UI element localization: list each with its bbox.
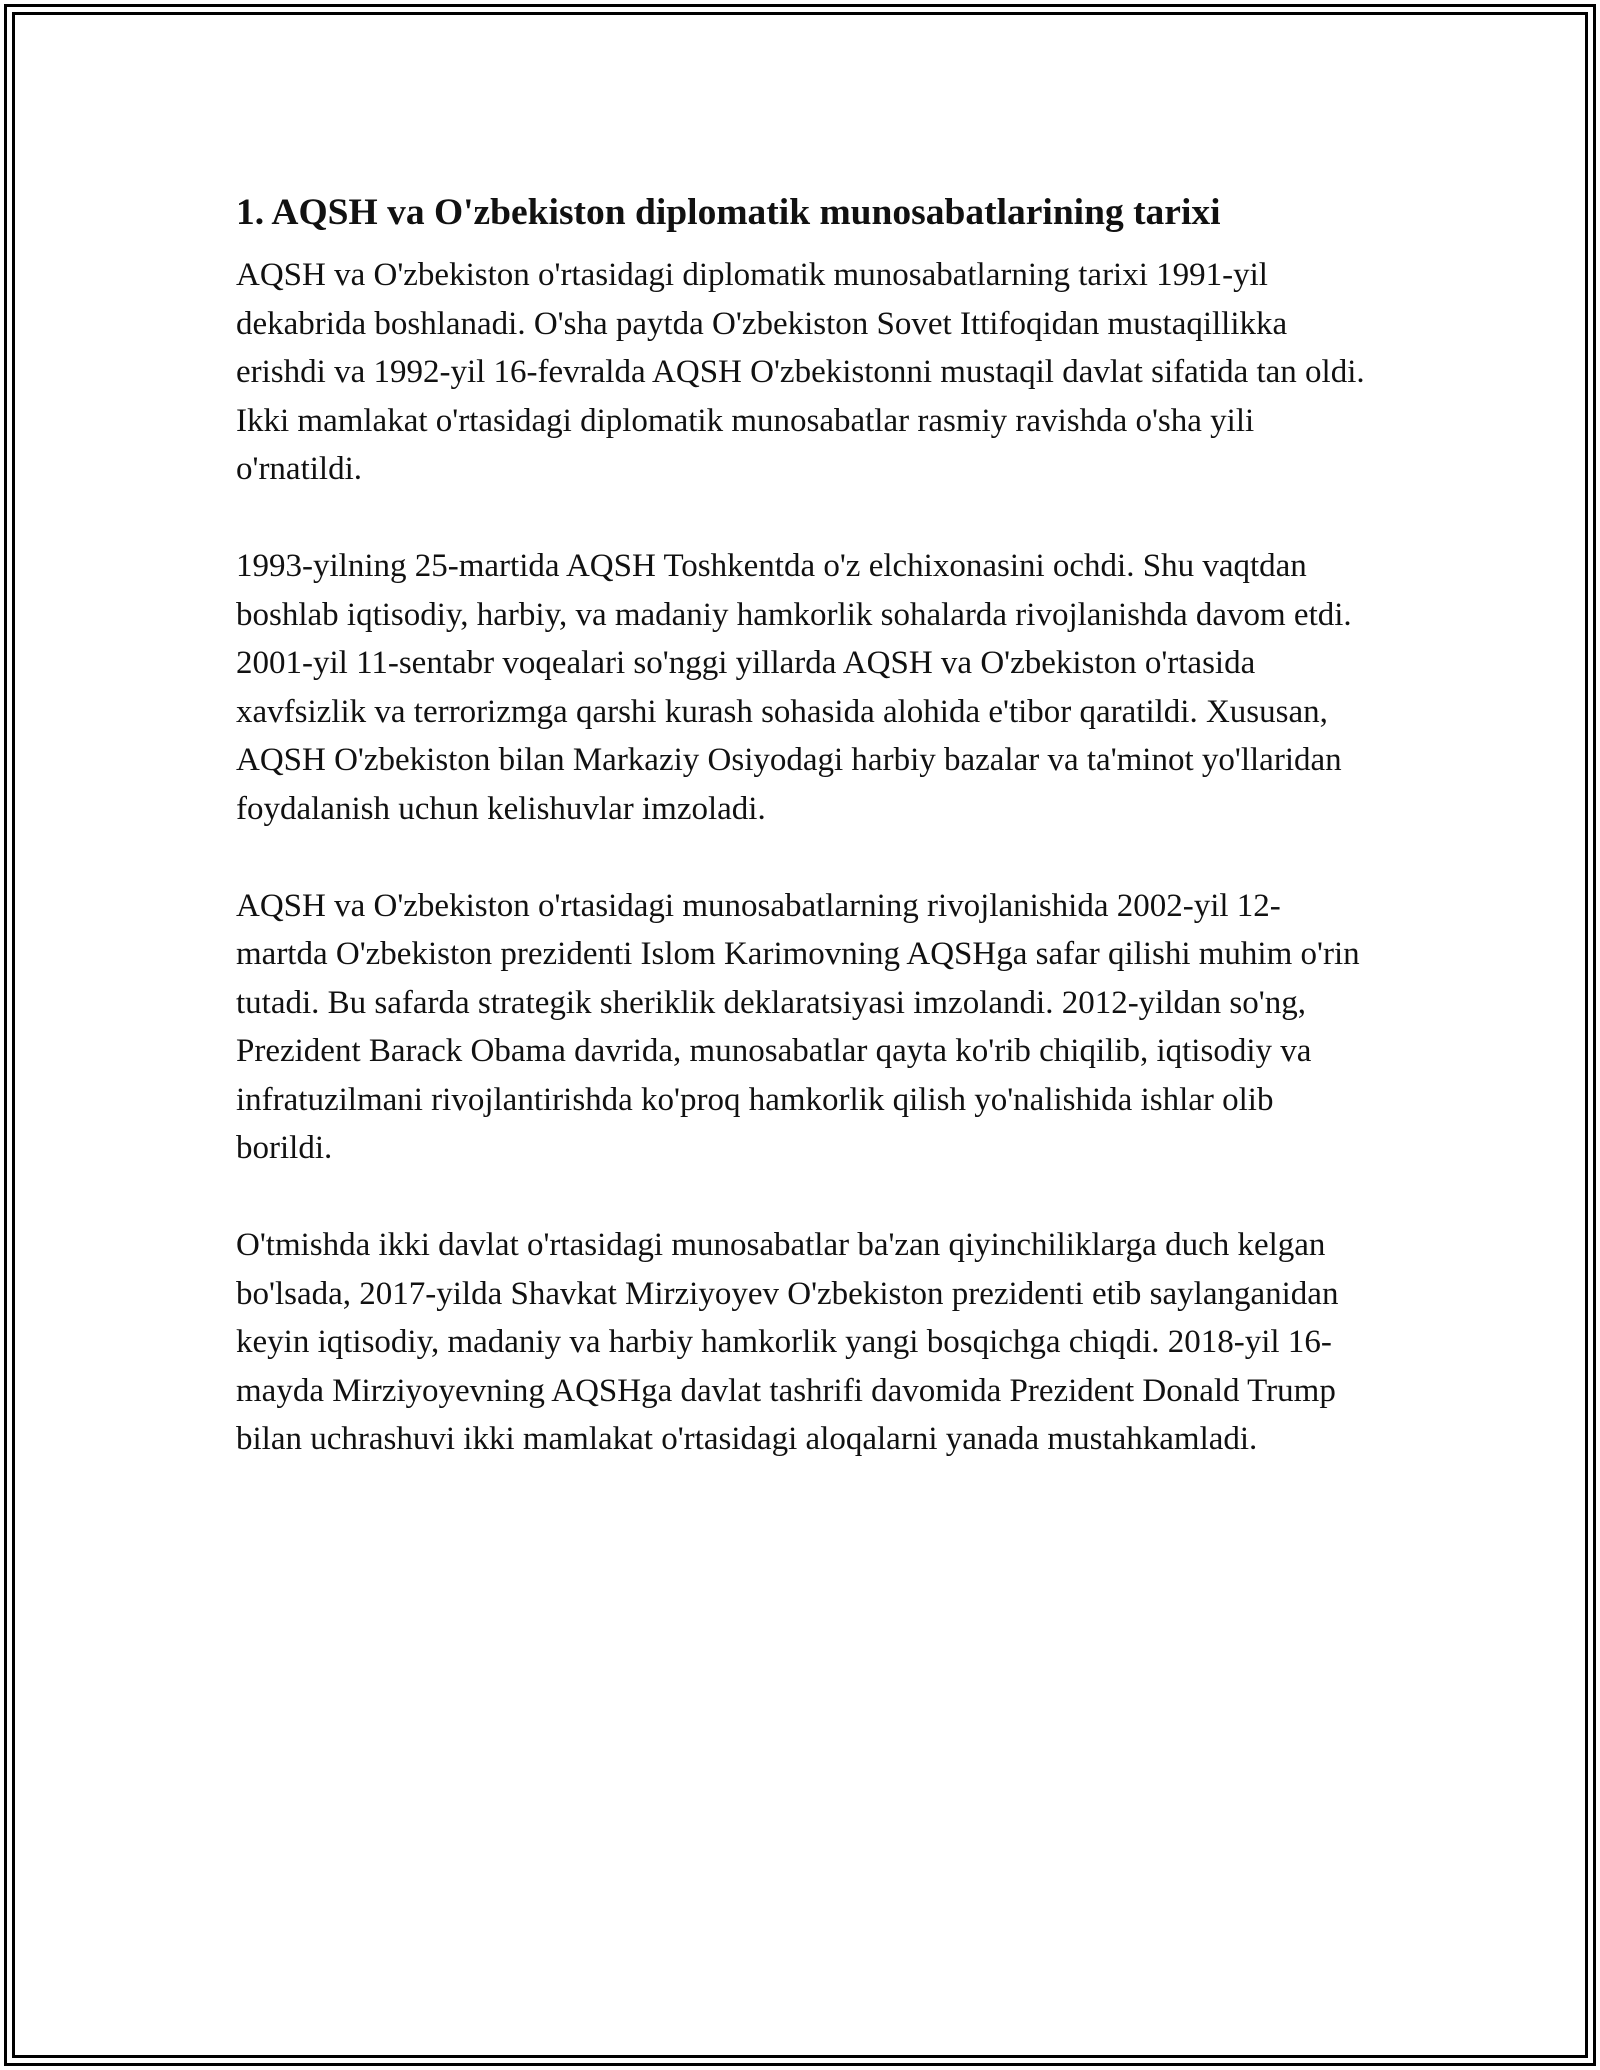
paragraph-1: AQSH va O'zbekiston o'rtasidagi diplomatik munosabatlarning tarixi 1991-yil dekabrida boshlanadi. O'sha paytda O'zbekiston Sovet Ittifoqidan mustaqillikka erishdi va 1992-yil 16-fevralda AQSH O'zbekistonni mustaqil davlat sifatida tan oldi. Ikki mamlakat o'rtasidagi diplomatik munosabatlar rasmiy ravishda o'sha yili o'rnatildi. xyxy=(236,257,1365,487)
paragraph-3: AQSH va O'zbekiston o'rtasidagi munosabatlarning rivojlanishida 2002-yil 12-martda O'zbekiston prezidenti Islom Karimovning AQSHga safar qilishi muhim o'rin tutadi. Bu safarda strategik sheriklik deklaratsiyasi imzolandi. 2012-yildan so'ng, Prezident Barack Obama davrida, munosabatlar qayta ko'rib chiqilib, iqtisodiy va infratuzilmani rivojlantirishda ko'proq hamkorlik qilish yo'nalishida ishlar olib borildi. xyxy=(236,887,1360,1166)
section-heading: 1. AQSH va O'zbekiston diplomatik munosabatlarining tarixi xyxy=(236,192,1221,233)
document-content xyxy=(236,185,1370,1512)
paragraph-4: O'tmishda ikki davlat o'rtasidagi munosabatlar ba'zan qiyinchiliklarga duch kelgan bo'lsada, 2017-yilda Shavkat Mirziyoyev O'zbekiston prezidenti etib saylanganidan keyin iqtisodiy, madaniy va harbiy hamkorlik yangi bosqichga chiqdi. 2018-yil 16-mayda Mirziyoyevning AQSHga davlat tashrifi davomida Prezident Donald Trump bilan uchrashuvi ikki mamlakat o'rtasidagi aloqalarni yanada mustahkamladi. xyxy=(236,1227,1339,1457)
paragraph-2: 1993-yilning 25-martida AQSH Toshkentda o'z elchixonasini ochdi. Shu vaqtdan boshlab iqtisodiy, harbiy, va madaniy hamkorlik sohalarda rivojlanishda davom etdi. 2001-yil 11-sentabr voqealari so'nggi yillarda AQSH va O'zbekiston o'rtasida xavfsizlik va terrorizmga qarshi kurash sohasida alohida e'tibor qaratildi. Xususan, AQSH O'zbekiston bilan Markaziy Osiyodagi harbiy bazalar va ta'minot yo'llaridan foydalanish uchun kelishuvlar imzoladi. xyxy=(236,548,1352,827)
